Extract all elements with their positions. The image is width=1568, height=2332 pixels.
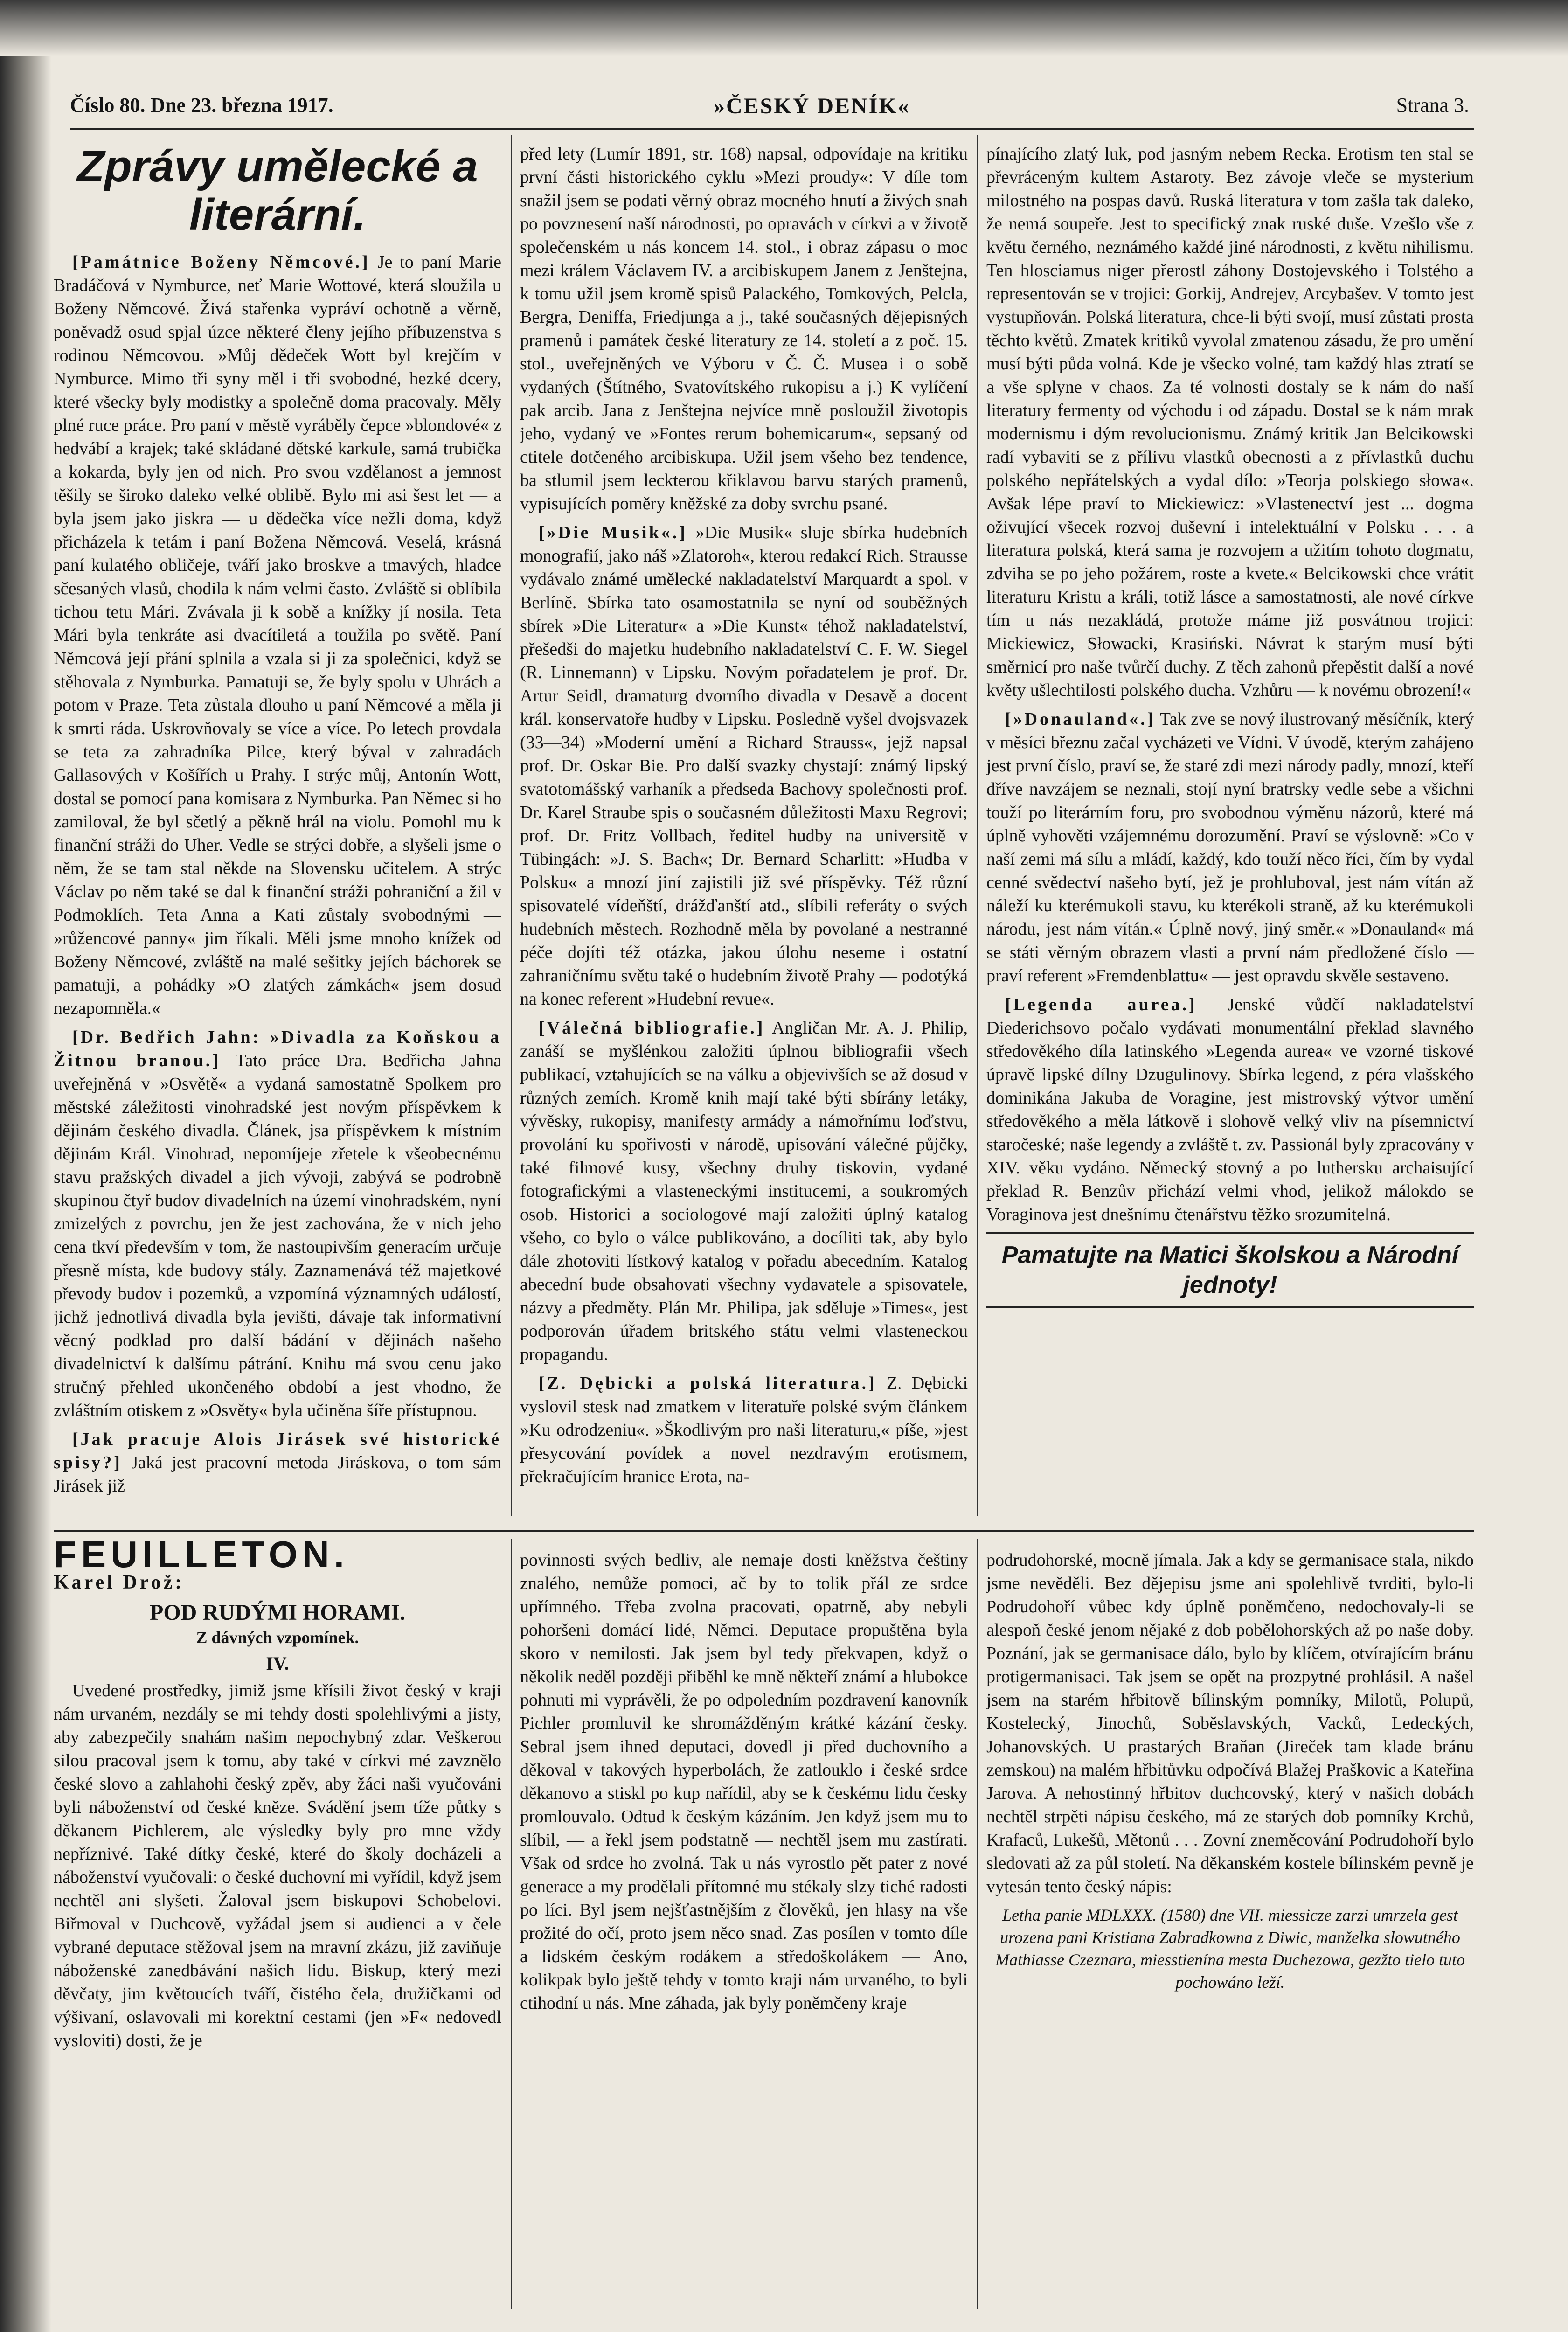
feuilleton-text-3: podrudohorské, mocně jímala. Jak a kdy se germanisace stala, nikdo jsme nevěděli. Bez dějepisu jsme ani spolehlivě tvrditi, bylo-li Podrudohoří vůbec kdy úplně poněmčeno, nedochovaly-li se alespoň české jenom nějaké z dob pobělohorských až po naše doby. Poznání, jak se germanisace dálo, bylo by klíčem, otvírajícím bránu protigermanisaci. Tak jsem se opět na prozpytné prohlásil. A našel jsem na starém hřbitově bílinským pomníky, Milotů, Polupů, Kostelecký, Jinochů, Soběslavských, Vacků, Ledeckých, Johanovských. U prastarých Braňan (Jireček tam klade bránu zemskou) na malém hřbitůvku odpočívá Blažej Praškovic a Kateřina Jarova. A nehostinný hřbitov duchcovský, který v našich dobách nechtěl strpěti nápisu českého, má ze starých dob pomníky Krchů, Krafaců, Lukešů, Mětonů . . . Zovní zneměcování Podrudohoří bylo sledovati až za půl století. Na děkanském kostele bílinském pevně je vytesán tento český nápis: xyxy=(986,1550,1474,1896)
column-2 xyxy=(520,142,968,1518)
feuilleton-rule xyxy=(54,1530,1474,1532)
issue-date: Číslo 80. Dne 23. března 1917. xyxy=(70,94,333,117)
article-nemcova: [Památnice Boženy Němcové.] Je to paní Marie Bradáčová v Nymburce, neť Marie Wottové, která sloužila u Boženy Němcové. Živá stařenka vypráví ochotně a věrně, poněvadž osud spjal úzce některé členy jejího příbuzenstva s rodinou Němcovou. »Můj dědeček Wott byl krejčím v Nymburce. Mimo tři syny měl i tři svobodné, hezké dcery, které všecky byly modistky a společně doma pracovaly. Měly plné ruce práce. Pro paní v městě vyráběly čepce »blondové« z hedvábí a krajek; také skládané dětské karkule, samá trubička a kokarda, byly jen od nich. Pro svou vzdělanost a jemnost těšily se široko daleko velké oblibě. Bylo mi asi šest let — a byla jsem jako jiskra — u dědečka více nežli doma, když přicházela k tetám i paní Božena Němcová. Veselá, krásná paní kulatého obličeje, tváří jako broskve a tmavých, hladce sčesaných vlasů, chodila k nám velmi často. Zvláště si oblíbila tichou tetu Mári. Zvávala ji k sobě a knížky jí nosila. Teta Mári byla tenkráte asi dvacítiletá a toužila po světě. Paní Němcová její přání splnila a vzala si ji za společnici, když se stěhovala z Nymburka. Pamatuji se, že byly spolu v Uhrách a potom v Praze. Teta zůstala dlouho u paní Němcové a měla ji k smrti ráda. Uskrovňovaly se více a více. Po letech provdala se teta za zahradníka Pilce, který býval v zahradách Gallasových v Košířích u Prahy. I strýc můj, Antonín Wott, dostal se pomocí pana komisara z Nymburka. Pan Němec si ho zamiloval, že byl sčetlý a pěkně hrál na violu. Pomohl mu k finanční stráži do Uher. Vedle se strýci dobře, a slyšeli jsme o něm, že se tam stal někde na Slovensku učitelem. A strýc Václav po něm také se dal k finanční stráži pohraniční a žil v Podmoklích. Teta Anna a Kati zůstaly svobodnými — »růžencové panny« jim říkali. Měli jsme mnoho knížek od Boženy Němcové, zvláště na malé sešitky jejích báchorek se pamatuji, a pohádky »O zlatých zámkách« jsem dosud nezapomněla.« xyxy=(54,252,501,1018)
feuilleton-title: FEUILLETON. xyxy=(54,1539,349,1575)
page-number: Strana 3. xyxy=(1396,94,1469,117)
feuilleton-text-1: Uvedené prostředky, jimiž jsme křísili život český v kraji nám urvaném, nezdály se mi tehdy dosti spolehlivými a jisty, aby zabezpečily snahám našim nepochybný zdar. Veškerou silou pracoval jsem k tomu, aby také v církvi mé zavznělo české slovo a zahlahohi český zpěv, aby žáci naši vyučováni byli náboženství od české kněze. Svádění jsem tíže půtky s děkanem Pichlerem, ale výsledky byly pro mne vždy nepříznivé. Také dítky české, které do školy docházeli a náboženství vyučovali: o české duchovní mi vyřídil, když jsem nechtěl ani slyšeti. Žaloval jsem biskupovi Schobelovi. Biřmoval v Duchcově, vyžádal jsem si audienci a v čele vybrané deputace stěžoval jsem na mravní zkázu, již zaviňuje náboženské zanedbávání našich lidu. Biskup, který mezi děvčaty, jim květoucích tváří, čistého čela, družičkami od výšivaní, oslavovali mi korektní cestami (jen »F« nedovedl vysloviti) dosti, že je xyxy=(54,1681,501,2050)
article-war-bibliography: [Válečná bibliografie.] Angličan Mr. A. J. Philip, zanáší se myšlénkou založiti úplnou bibliografii všech publikací, vztahujících se na válku a objevivších se až dosud v různých zemích. Kromě knih mají také býti sbírány letáky, vývěsky, rukopisy, manifesty armády a námořnímu loďstvu, provolání ku spořivosti v národě, upisování válečné půjčky, také filmové kusy, všechny druhy tiskovin, vydané fotografickými a vlasteneckými institucemi, a soukromých osob. Historici a sociologové mají založiti úplný katalog všeho, co bylo o válce publikováno, a docíliti tak, aby bylo dále zhotoviti lístkový katalog v pořadu abecedním. Katalog abecední bude obsahovati všechny vydavatele a spisovatele, názvy a předměty. Plán Mr. Philipa, jak sděluje »Times«, jest podporován úřadem britského státu velmi vlasteneckou propagandu. xyxy=(520,1018,968,1364)
column-3 xyxy=(986,142,1474,1518)
newspaper-title: »ČESKÝ DENÍK« xyxy=(714,94,910,118)
story-subtitle: Z dávných vzpomínek. xyxy=(196,1628,359,1647)
page-header xyxy=(70,93,1469,126)
article-jirasek-cont: před lety (Lumír 1891, str. 168) napsal, odpovídaje na kritiku první části historického cyklu »Mezi proudy«: V díle tom snažil jsem se podati věrný obraz mocného hnutí a živých snah po povznesení naší národnosti, po opravách v církvi a v životě společenském u nás koncem 14. stol., i obraz zápasu o moc mezi králem Václavem IV. a arcibiskupem Janem z Jenštejna, k tomu užil jsem kromě spisů Palackého, Tomkových, Pelcla, Bergra, Deniffa, Friedjunga a j., také současných dějepisných pramenů i památek české literatury ze 14. století a z poč. 15. stol., uveřejněných ve Výboru v Č. Č. Musea i o sobě vydaných (Štítného, Svatovítského rukopisu a j.) K vylíčení pak arcib. Jana z Jenštejna nejvíce mně posloužil životopis jeho, vydaný ve »Fontes rerum bohemicarum«, sepsaný od ctitele dotčeného arcibiskupa. Užil jsem všeho bez tendence, ba stlumil jsem leckterou křiklavou barvu starých pramenů, vypisujících poměry kněžské za doby svrchu psané. xyxy=(520,144,968,514)
scan-top-shadow xyxy=(0,0,1568,56)
feuilleton-column-1 xyxy=(54,1539,501,2309)
column-divider xyxy=(511,1539,512,2309)
article-die-musik: [»Die Musik«.] »Die Musik« sluje sbírka hudebních monografií, jako náš »Zlatoroh«, kterou redakcí Rich. Strausse vydávalo známé umělecké nakladatelství Marquardt a spol. v Berlíně. Sbírka tato osamostatnila se nyní od souběžných sbírek »Die Literatur« a »Die Kunst« téhož nakladatelství, přešedši do majetku hudebního nakladatelství C. F. W. Siegel (R. Linnemann) v Lipsku. Novým pořadatelem je prof. Dr. Artur Seidl, dramaturg dvorního divadla v Desavě a docent král. konservatoře hudby v Lipsku. Posledně vyšel dvojsvazek (33—34) »Moderní umění a Richard Strauss«, jejž napsal prof. Dr. Oskar Bie. Pro další svazky chystají: známý lipský svatotomášský varhaník a předseda Bachovy společnosti prof. Dr. Karel Straube spis o současném důležitosti Maxu Regrovi; prof. Dr. Fritz Vollbach, ředitel hudby na universitě v Tübingách: »J. S. Bach«; Dr. Bernard Scharlitt: »Hudba v Polsku« a mnozí jiní zajistili již své příspěvky. Též různí spisovatelé vídeňští, drážďanští atd., slíbili referáty o svých hudebních městech. Rozhodně měla by povolané a nestranné péče dojíti též otázka, jakou úlohu neseme i ostatní zahraničnímu světu také o hudebním životě Prahy — podotýká na konec referent »Hudební revue«. xyxy=(520,523,968,1009)
article-jirasek: [Jak pracuje Alois Jirásek své historické spisy?] Jaká jest pracovní metoda Jiráskova, o tom sám Jirásek již xyxy=(54,1430,501,1496)
section-headline: Zprávy umělecké a literární. xyxy=(77,142,478,240)
feuilleton-column-2 xyxy=(520,1548,968,2309)
feuilleton-column-3 xyxy=(986,1548,1474,2309)
column-divider xyxy=(977,1539,978,2309)
feuilleton-author: Karel Drož: xyxy=(54,1572,185,1593)
article-donauland: [»Donauland«.] Tak zve se nový ilustrovaný měsíčník, který v měsíci březnu začal vycházeti ve Vídni. V úvodě, kterým zahájeno jest první číslo, praví se, že staré zdi mezi národy padly, mnozí, kteří dříve navzájem se neznali, stojí nyní bratrsky vedle sebe a všichni touží po literárním foru, pro svobodnou výměnu názorů, které má úplně vyhověti vzájemnému dorozumění. Praví se výslovně: »Co v naší zemi má sílu a mládí, každý, kdo touží něco říci, čím by vydal cenné svědectví našeho bytí, jež je prohluboval, jest nám vítán až náleží ku kterémukoli stavu, ku kterékoli straně, až ku kterémukoli národu, jest nám vítán.« Úplně nový, jiný směr.« »Donauland« má se státi věrným obrazem vlasti a první nám předložené číslo — praví referent »Fremdenblattu« — jest opravdu skvěle sestaveno. xyxy=(986,709,1474,986)
appeal-box: Pamatujte na Matici školskou a Národní jednoty! xyxy=(986,1232,1474,1308)
column-divider xyxy=(977,135,978,1516)
article-debicki: [Z. Dębicki a polská literatura.] Z. Dębicki vyslovil stesk nad zmatkem v literatuře polské svým článkem »Ku odrodzeniu«. »Škodlivým pro naši literaturu,« píše, »jest přesycování povídek a novel nezdravým erotismem, překračujícím hranice Erota, na- xyxy=(520,1374,968,1486)
column-divider xyxy=(511,135,512,1516)
scan-edge-shadow xyxy=(0,0,51,2332)
story-title: POD RUDÝMI HORAMI. xyxy=(150,1600,405,1625)
column-1 xyxy=(54,142,501,1518)
header-rule xyxy=(70,128,1474,130)
article-debicki-cont: pínajícího zlatý luk, pod jasným nebem Recka. Erotism ten stal se převráceným kultem Astaroty. Bez závoje vleče se mysterium milostného na pospas davů. Ruská literatura v tom zašla tak daleko, že nemá soupeře. Jest to specifický znak ruské duše. Vzešlo vše z květu černého, neznámého každé jiné národnosti, z květu nihilismu. Ten hlosciamus niger přerostl záhony Dostojevského i Tolstého a representován se v trojici: Gorkij, Andrejev, Arcybašev. V tomto jest vystupňován. Polská literatura, chce-li býti svojí, musí zůstati prosta těchto květů. Zmatek kritiků vyvolal zmatenou zásadu, že pro umění musí býti půda volná. Kde je všecko volné, tam každý hlas ztratí se a vše splyne v chaos. Za té volnosti dostaly se k nám do naší literatury fermenty od východu i od západu. Dostal se k nám mrak modernismu i dým revolucionismu. Známý kritik Jan Belcikowski radí vybaviti se z přílivu vlastků obecnosti a z přívlastků duchu polského nepřátelských a vydal dílo: »Teorja polskiego słowa«. Avšak lépe praví to Mickiewicz: »Vlastenectví jest ... dogma oživující všecek rozvoj duševní i intelektuální v Polsku . . . a literatura polská, která sama je rozvojem a užitím tohoto dogmatu, zdviha se po jeho požárem, roste a kvete.« Belcikowski chce vrátit literaturu Kristu a králi, totiž lásce a samostatnosti, ale nové církve tím u nás nezakládá, protože máme již posvátnou trojici: Mickiewicz, Słowacki, Krasiński. Návrat k starým musí býti směrnicí pro naše tvůrčí duchy. Z těch zahonů přepěstit další a nové květy ušlechtilosti polského ducha. Vzhůru — k novému obrození!« xyxy=(986,144,1474,700)
story-part-number: IV. xyxy=(266,1653,289,1674)
article-legenda-aurea: [Legenda aurea.] Jenské vůdčí nakladatelství Diederichsovo počalo vydávati monumentální překlad slavného středověkého díla latinského »Legenda aurea« ve vzorné tiskové úpravě lipské dílny Dzugulinovy. Sbírka legend, z péra vlašského dominikána Jakuba de Voragine, jest mistrovský výtvor umění středověkého a měla látkově i slohově velký vliv na písemnictví staročeské; naše legendy a zvláště t. zv. Passionál byly zpracovány v XIV. věku vydáno. Německý stovný a po luthersku archaisující překlad R. Benzův přichází velmi vhod, jelikož málokdo se Voraginova jest dnešnímu čtenářstvu těžko srozumitelná. xyxy=(986,995,1474,1224)
tomb-inscription: Letha panie MDLXXX. (1580) dne VII. miessicze zarzi umrzela gest urozena pani Kristiana Zabradkowna z Diwic, manželka slowutného Mathiasse Czeznara, miesstienína mesta Duchezowa, gezžto tielo tuto pochowáno leží. xyxy=(995,1906,1465,1992)
article-jahn: [Dr. Bedřich Jahn: »Divadla za Koňskou a Žitnou branou.] Tato práce Dra. Bedřicha Jahna uveřejněná v »Osvětě« a vydaná samostatně Spolkem pro městské záležitosti vinohradské jest novým příspěvkem k dějinám českého divadla. Článek, jsa příspěvkem k místním dějinám Král. Vinohrad, nepomíjeje zřetele k všeobecnému stavu pražských divadel a jich vývoji, zabývá se podrobně skupinou čtyř budov divadelních na území vinohradském, nyní zmizelých z povrchu, jen že jest zachována, že v nich jeho cena tkví především v tom, že nastoupivším generacím určuje přesně místa, kde budovy stály. Zaznamenává též majetkové převody budov i pozemků, a vzpomíná významných událostí, jichž jednotlivá divadla byla jevišti, dávaje tak informativní věcný podklad pro další bádání v dějinách našeho divadelnictví k dalšímu pátrání. Knihu má svou cenu jako stručný přehled ukončeného období a jest vhodno, že zvláštním otiskem z »Osvěty« byla učiněna šíře přístupnou. xyxy=(54,1027,501,1420)
feuilleton-text-2: povinnosti svých bedliv, ale nemaje dosti kněžstva češtiny znalého, nemůže pomoci, ač by to tolik přál ze srdce upřímného. Třeba zvolna pracovati, opatrně, aby nebyli pohoršeni domácí lidé, Němci. Deputace propuštěna byla skoro v nemilosti. Jak jsem byl tedy překvapen, když o několik neděl později přiběhl ke mně někteří známí a hlubokce pohnuti mi vyprávěli, že po odpoledním pozdravení kanovník Pichler promluvil ke shromážděným krátké kázání česky. Sebral jsem ihned deputaci, dovedl ji před duchovního a děkoval v takových hyperbolách, že zatlouklo i české srdce děkanovo a stiskl po kup nařídil, aby se k českému lidu česky promlouvalo. Odtud k českým kázáním. Jen když jsem mu to slíbil, — a řekl jsem podstatně — nechtěl jsem mu zastírati. Však od srdce ho zvolná. Tak u nás vyrostlo pět pater z nové generace a my prodělali přítomné mu stékaly slzy tiché radosti po líci. Byl jsem nejšťastnějším z člověků, jen hlasy na vše prožité do očí, proto jsem něco snad. Zas posílen v tomto díle a lidském českým rodákem a středoškolákem — Ano, kolikpak bylo ještě tehdy v tomto kraji nám urvaného, to byli ctihodní u nás. Mne záhada, jak byly poněmčeny kraje xyxy=(520,1550,968,2013)
